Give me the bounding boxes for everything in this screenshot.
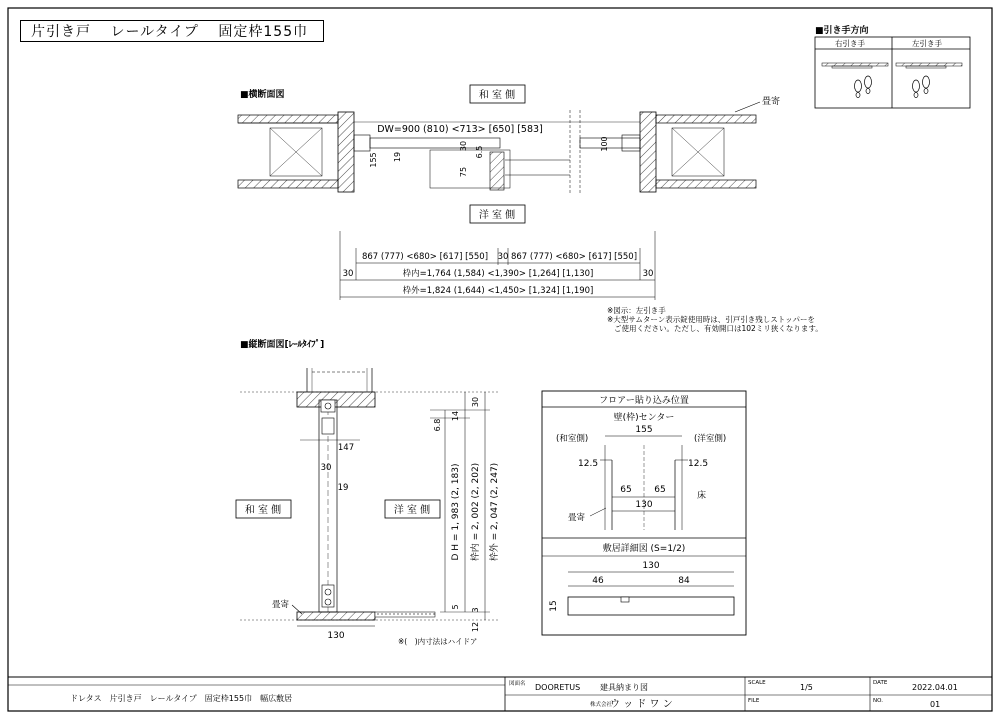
title-block (8, 677, 992, 711)
section-view-heading: ■縦断面図[ﾚｰﾙﾀｲﾌﾟ] (240, 340, 325, 350)
left-pull-label: 左引き手 (912, 39, 942, 48)
floor-dim-155: 155 (635, 425, 653, 435)
section-dim-3: 3 (471, 607, 480, 613)
pull-direction-heading: ■引き手方向 (815, 26, 869, 36)
section-tatami-yose-label: 畳寄 (272, 600, 290, 610)
plan-edge-30-right: 30 (642, 269, 654, 279)
section-dh: D H = 1, 983 (2, 183) (451, 463, 461, 561)
detail-dim-130: 130 (642, 561, 660, 571)
plan-dim-75: 75 (459, 166, 468, 178)
plan-dw-dimension: DW=900 (810) <713> [650] [583] (377, 124, 543, 135)
floor-dim-65b: 65 (654, 485, 666, 495)
note-2: ※大型サムターン表示錠使用時は、引戸引き残しストッパーを (607, 315, 816, 324)
tb-no: 01 (930, 700, 941, 709)
plan-view-heading: ■横断面図 (240, 90, 285, 100)
section-view (236, 338, 500, 646)
tb-drawing-name: ドレタス 片引き戸 レールタイプ 固定枠155巾 幅広敷居 (70, 694, 293, 703)
section-dim-68: 6.8 (433, 418, 442, 432)
plan-outer-frame: 枠外=1,824 (1,644) <1,450> [1,324] [1,190] (402, 286, 594, 296)
section-dim-5: 5 (451, 604, 460, 610)
section-outer: 枠外 = 2, 047 (2, 247) (490, 462, 500, 562)
right-pull-label: 右引き手 (835, 39, 865, 48)
plan-edge-30-left: 30 (342, 269, 354, 279)
tb-company: ウ ッ ド ワ ン (610, 699, 673, 710)
floor-heading: フロアー貼り込み位置 (599, 396, 689, 406)
tb-scale: 1/5 (800, 683, 813, 692)
floor-washitsu: (和室側) (556, 434, 589, 444)
plan-tatami-yose-label: 畳寄 (762, 97, 781, 107)
floor-tatami-yose: 畳寄 (568, 513, 586, 523)
plan-dim-100: 100 (600, 136, 609, 152)
note-1: ※図示：左引き手 (607, 306, 666, 315)
plan-dim-155: 155 (369, 152, 378, 168)
plan-washitsu-label: 和 室 側 (478, 90, 516, 101)
tb-label-no: NO. (873, 698, 883, 704)
tb-label-drawing: 図面名 (509, 681, 526, 687)
plan-left-span: 867 (777) <680> [617] [550] (361, 252, 489, 262)
tb-product: DOORETUS (535, 683, 581, 692)
sheet-border (8, 8, 992, 711)
plan-center-30: 30 (497, 252, 509, 262)
section-dim-14: 14 (451, 410, 460, 422)
section-dim-19: 19 (337, 483, 349, 493)
detail-dim-15: 15 (549, 600, 559, 612)
title-part-1: 片引き戸 (31, 24, 91, 40)
section-dim-147: 147 (337, 443, 355, 453)
plan-dim-30: 30 (459, 140, 468, 152)
floor-panel (542, 391, 746, 635)
tb-label-company: 株式会社 (590, 702, 613, 708)
section-dim-30: 30 (320, 463, 332, 473)
pull-direction-box (815, 24, 970, 108)
section-inner: 枠内 = 2, 002 (2, 202) (471, 462, 481, 562)
section-dim-12: 12 (471, 621, 480, 633)
plan-dim-65: 6.5 (475, 145, 484, 159)
note-3: ご使用ください。ただし、有効開口は102ミリ狭くなります。 (614, 324, 823, 333)
detail-heading: 敷居詳細図 (S=1/2) (602, 544, 686, 554)
title-part-2: レールタイプ (110, 24, 199, 40)
tb-label-file: FILE (748, 698, 760, 704)
floor-dim-130: 130 (635, 500, 653, 510)
floor-yuka: 床 (697, 491, 707, 501)
detail-dim-84: 84 (678, 576, 690, 586)
floor-left-125: 12.5 (578, 459, 599, 469)
tb-date: 2022.04.01 (912, 683, 958, 692)
plan-right-span: 867 (777) <680> [617] [550] (510, 252, 638, 262)
tb-desc: 建具納まり図 (600, 683, 648, 692)
plan-dim-19: 19 (393, 151, 402, 163)
plan-view (238, 85, 780, 300)
floor-dim-65a: 65 (620, 485, 632, 495)
detail-dim-46: 46 (592, 576, 604, 586)
notes (607, 305, 823, 333)
title-part-3: 固定枠155巾 (218, 24, 309, 40)
plan-youshitsu-label: 洋 室 側 (478, 210, 516, 221)
floor-center-label: 壁(枠)センター (613, 413, 675, 423)
tb-label-scale: SCALE (748, 680, 766, 686)
plan-inner-frame: 枠内=1,764 (1,584) <1,390> [1,264] [1,130] (402, 269, 594, 279)
floor-right-125: 12.5 (688, 459, 709, 469)
section-youshitsu-label: 洋 室 側 (393, 505, 431, 516)
floor-youshitsu: (洋室側) (694, 434, 727, 444)
tb-label-date: DATE (873, 680, 888, 686)
section-dim-130: 130 (327, 631, 345, 641)
section-dim-top30: 30 (471, 396, 480, 408)
hydoor-note: ※( )内寸法はハイドア (398, 637, 478, 646)
section-washitsu-label: 和 室 側 (244, 505, 282, 516)
